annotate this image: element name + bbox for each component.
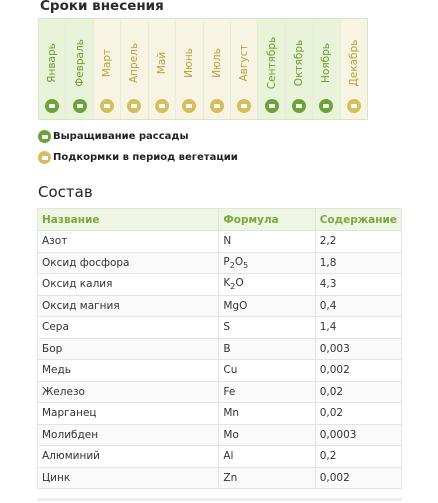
- cell-name: Железо: [38, 381, 219, 403]
- month-label: Август: [238, 44, 251, 82]
- month-column: [149, 19, 176, 119]
- header-name: Название: [38, 209, 219, 231]
- table-row: [38, 317, 402, 339]
- cell-name: Алюминий: [38, 446, 219, 468]
- legend-feeding: [38, 151, 238, 164]
- plant-icon: [73, 99, 87, 113]
- table-row: [38, 231, 402, 253]
- cell-name: Оксид фосфора: [38, 252, 219, 274]
- plant-icon: [210, 99, 224, 113]
- month-label: Февраль: [73, 39, 86, 87]
- month-column: [341, 19, 367, 119]
- month-column: [231, 19, 258, 119]
- cell-content: 4,3: [315, 274, 401, 296]
- cell-formula: S: [219, 317, 315, 339]
- cell-name: Сера: [38, 317, 219, 339]
- cell-formula: Zn: [219, 467, 315, 489]
- plant-icon: [319, 99, 333, 113]
- table-header-row: [38, 209, 402, 231]
- table-row: [38, 381, 402, 403]
- table-row: [38, 403, 402, 425]
- month-column: [286, 19, 313, 119]
- cell-name: Марганец: [38, 403, 219, 425]
- month-label: Июль: [210, 48, 223, 78]
- cell-name: Оксид калия: [38, 274, 219, 296]
- legend-seedlings: [38, 130, 189, 143]
- month-label: Май: [155, 51, 168, 75]
- plant-icon: [292, 99, 306, 113]
- header-content: Содержание: [315, 209, 401, 231]
- cell-formula: Fe: [219, 381, 315, 403]
- cell-name: Молибден: [38, 424, 219, 446]
- legend-feeding-label: Подкормки в период вегетации: [53, 152, 238, 163]
- cell-name: Бор: [38, 338, 219, 360]
- month-label: Декабрь: [347, 39, 360, 87]
- header-formula: Формула: [219, 209, 315, 231]
- cell-name: Цинк: [38, 467, 219, 489]
- cell-content: 1,4: [315, 317, 401, 339]
- month-label: Июнь: [183, 48, 196, 78]
- cell-formula: Mo: [219, 424, 315, 446]
- plant-icon: [38, 151, 51, 164]
- month-column: [66, 19, 93, 119]
- month-column: [94, 19, 121, 119]
- month-column: [313, 19, 340, 119]
- table-bottom-border: [37, 498, 402, 501]
- cell-formula: N: [219, 231, 315, 253]
- month-column: [258, 19, 285, 119]
- plant-icon: [265, 99, 279, 113]
- month-column: [39, 19, 66, 119]
- composition-table: [37, 208, 402, 489]
- table-row: [38, 424, 402, 446]
- cell-formula: $P_2O_5$: [219, 252, 315, 274]
- cell-content: 0,4: [315, 295, 401, 317]
- table-row: [38, 295, 402, 317]
- cell-content: 0,002: [315, 360, 401, 382]
- month-label: Апрель: [128, 42, 141, 84]
- cell-content: 0,002: [315, 467, 401, 489]
- plant-icon: [182, 99, 196, 113]
- plant-icon: [127, 99, 141, 113]
- cell-formula: $K_2O$: [219, 274, 315, 296]
- table-row: [38, 467, 402, 489]
- cell-formula: MgO: [219, 295, 315, 317]
- composition-title: Состав: [38, 183, 93, 201]
- plant-icon: [38, 130, 51, 143]
- cell-name: Медь: [38, 360, 219, 382]
- month-label: Ноябрь: [320, 43, 333, 83]
- month-label: Январь: [46, 43, 59, 83]
- cell-formula: Al: [219, 446, 315, 468]
- cell-content: 0,02: [315, 403, 401, 425]
- cell-content: 1,8: [315, 252, 401, 274]
- cell-formula: Mn: [219, 403, 315, 425]
- cell-content: 0,02: [315, 381, 401, 403]
- plant-icon: [100, 99, 114, 113]
- month-label: Март: [101, 48, 114, 78]
- cell-content: 0,0003: [315, 424, 401, 446]
- plant-icon: [155, 99, 169, 113]
- month-label: Октябрь: [293, 39, 305, 87]
- month-label: Сентябрь: [265, 36, 278, 90]
- month-column: [204, 19, 231, 119]
- table-row: [38, 274, 402, 296]
- legend-seedlings-label: Выращивание рассады: [53, 131, 189, 142]
- plant-icon: [347, 99, 361, 113]
- plant-icon: [237, 99, 251, 113]
- months-grid: [38, 18, 368, 120]
- cell-formula: B: [219, 338, 315, 360]
- table-row: [38, 252, 402, 274]
- cell-content: 0,003: [315, 338, 401, 360]
- cell-name: Оксид магния: [38, 295, 219, 317]
- table-row: [38, 446, 402, 468]
- month-column: [121, 19, 148, 119]
- cell-formula: Cu: [219, 360, 315, 382]
- application-timing-title: Сроки внесения: [40, 0, 164, 14]
- cell-name: Азот: [38, 231, 219, 253]
- plant-icon: [45, 99, 59, 113]
- cell-content: 0,2: [315, 446, 401, 468]
- table-row: [38, 338, 402, 360]
- table-row: [38, 360, 402, 382]
- cell-content: 2,2: [315, 231, 401, 253]
- month-column: [176, 19, 203, 119]
